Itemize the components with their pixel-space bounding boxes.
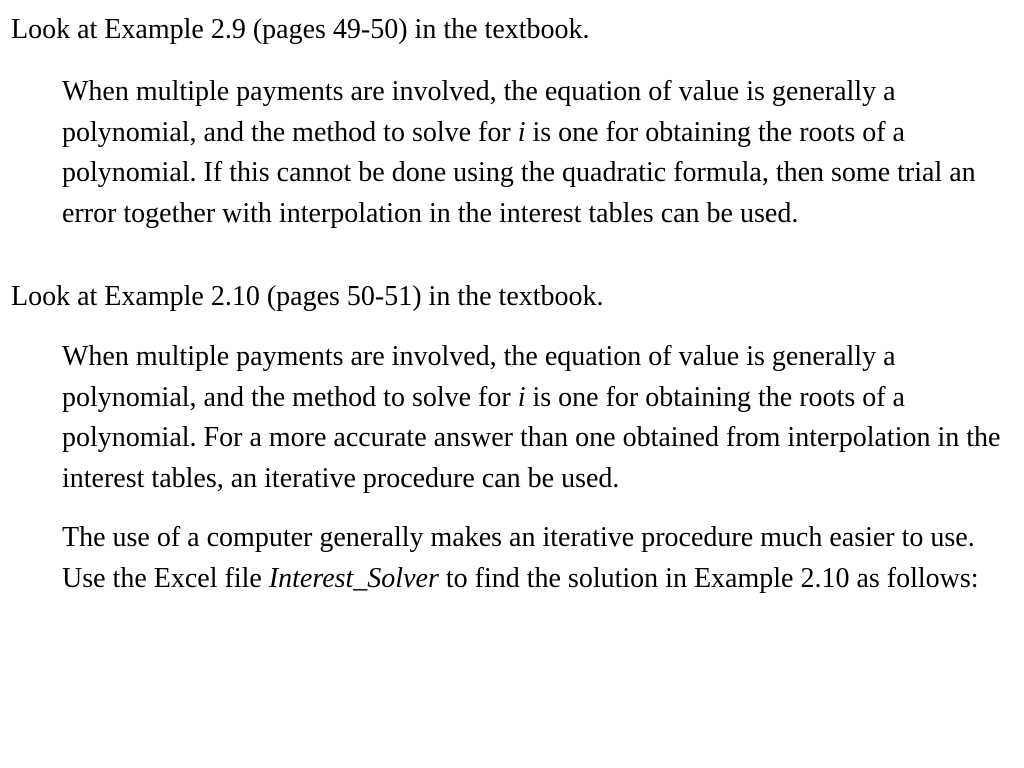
paragraph-text: to find the solution in Example 2.10 as follows:	[438, 562, 979, 594]
example-2-9-heading: Look at Example 2.9 (pages 49-50) in the textbook.	[11, 14, 590, 45]
example-2-9-paragraph	[62, 72, 1004, 234]
example-2-10-paragraph-1	[62, 337, 1004, 499]
variable-i: i	[517, 116, 526, 148]
variable-i: i	[517, 381, 526, 413]
paragraph-text: The use of a computer generally makes an iterative procedure much easier to use. Use the Excel file	[62, 522, 975, 594]
excel-file-name: Interest_Solver	[268, 562, 439, 594]
example-2-10-heading: Look at Example 2.10 (pages 50-51) in the textbook.	[11, 281, 604, 312]
example-2-10-paragraph-2	[62, 518, 1004, 599]
paragraph-text: is one for obtaining the roots of a polynomial. If this cannot be done using the quadratic formula, then some trial an error together with interpolation in the interest tables can be used.	[62, 116, 976, 229]
paragraph-text: When multiple payments are involved, the equation of value is generally a polynomial, and the method to solve for	[62, 341, 896, 413]
paragraph-text: is one for obtaining the roots of a polynomial. For a more accurate answer than one obtained from interpolation in the interest tables, an iterative procedure can be used.	[62, 381, 1001, 494]
paragraph-text: When multiple payments are involved, the equation of value is generally a polynomial, and the method to solve for	[62, 76, 896, 148]
